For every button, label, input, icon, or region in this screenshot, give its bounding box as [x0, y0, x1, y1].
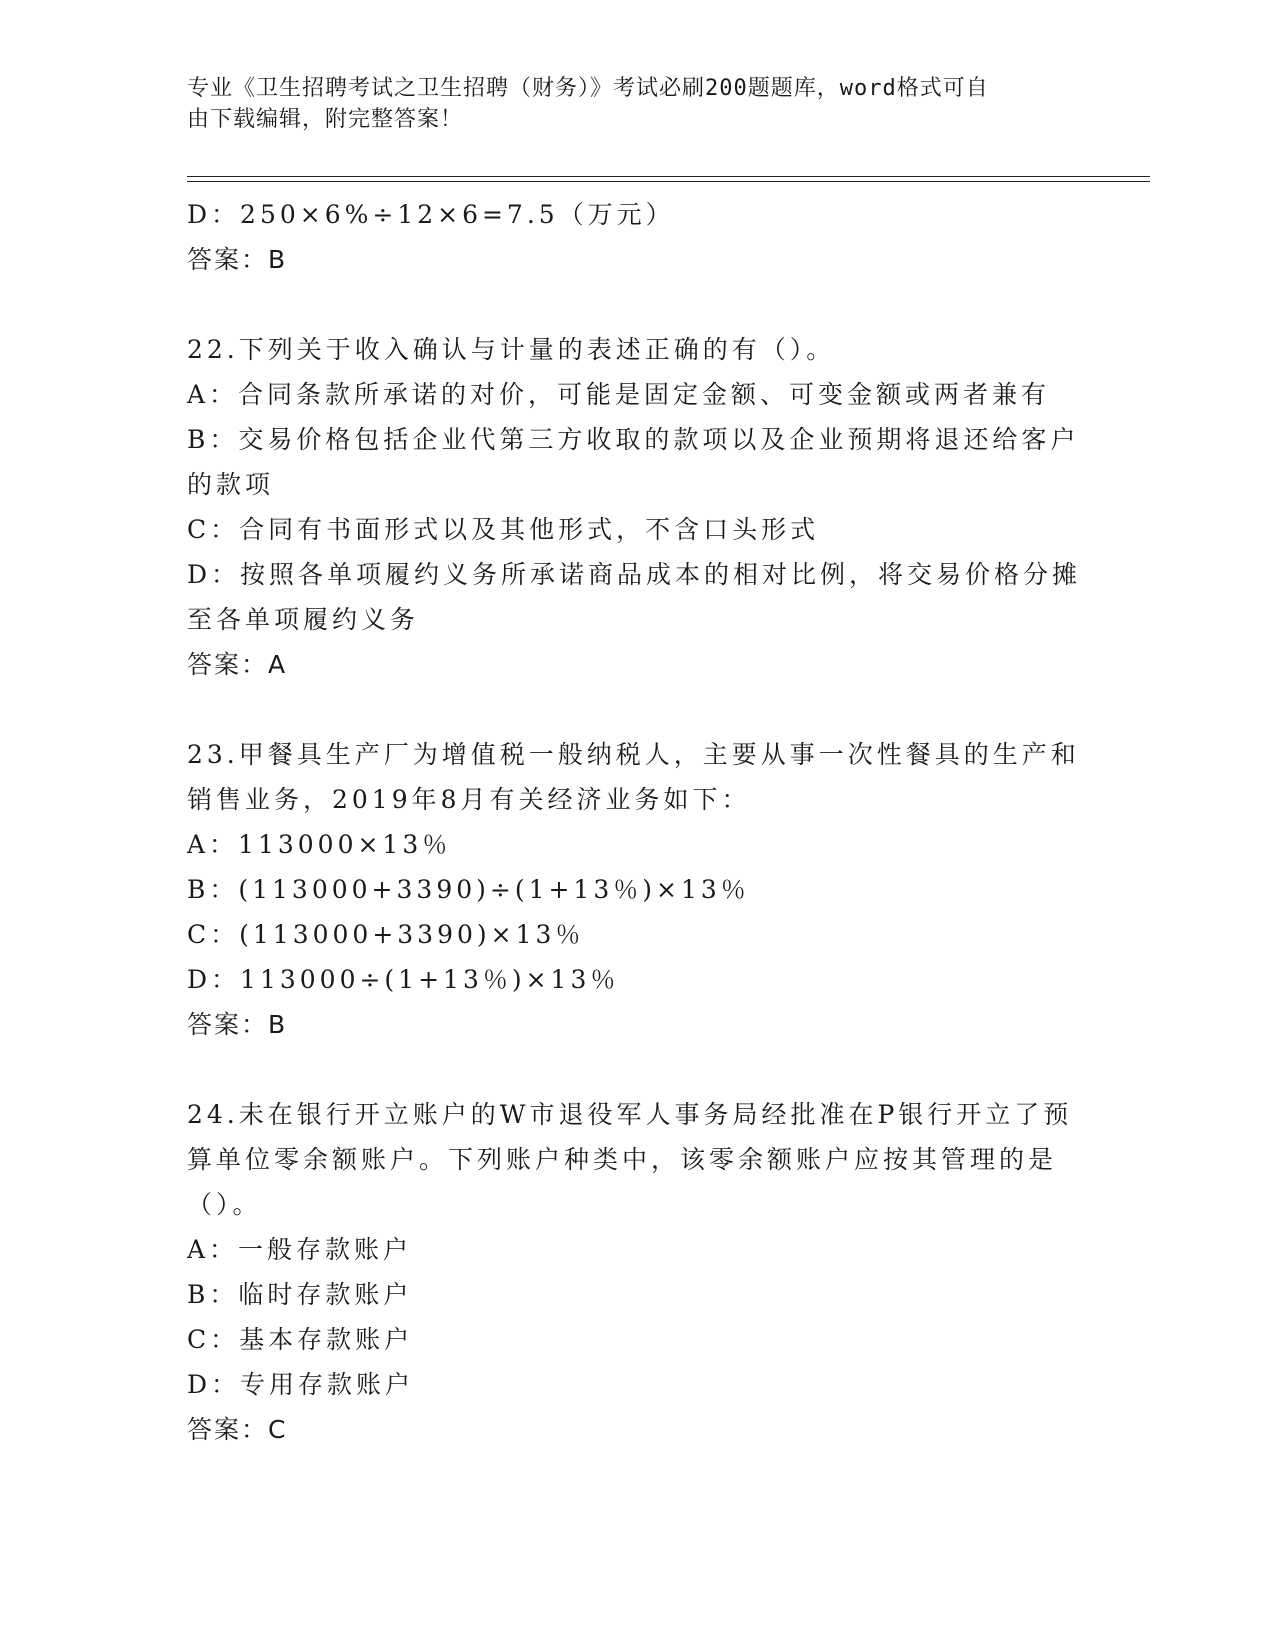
- question-content: [187, 192, 1087, 1452]
- q24-question-line-2: 算单位零余额账户。下列账户种类中，该零余额账户应按其管理的是: [187, 1145, 1058, 1174]
- q22-option-d-line-1: D：按照各单项履约义务所承诺商品成本的相对比例，将交易价格分摊: [187, 560, 1082, 589]
- q22-option-b-line-1: B：交易价格包括企业代第三方收取的款项以及企业预期将退还给客户: [187, 425, 1080, 454]
- q23-question-line-1: 23.甲餐具生产厂为增值税一般纳税人，主要从事一次性餐具的生产和: [187, 740, 1080, 769]
- q24-answer: 答案：C: [187, 1415, 288, 1444]
- q22-option-a: A：合同条款所承诺的对价，可能是固定金额、可变金额或两者兼有: [187, 380, 1051, 409]
- q24-option-d: D：专用存款账户: [187, 1370, 415, 1399]
- spacer: [187, 687, 1087, 732]
- q24-option-a: A：一般存款账户: [187, 1235, 413, 1264]
- header-divider-bottom: [187, 181, 1150, 182]
- q22-option-b-line-2: 的款项: [187, 470, 275, 499]
- q23-option-d: D：113000÷(1+13％)×13％: [187, 965, 620, 994]
- q22-answer: 答案：A: [187, 650, 288, 679]
- q23-question-line-2: 销售业务，2019年8月有关经济业务如下：: [187, 785, 751, 814]
- q21-answer: 答案：B: [187, 245, 288, 274]
- q24-option-b: B：临时存款账户: [187, 1280, 413, 1309]
- q23-option-b: B：(113000+3390)÷(1+13％)×13％: [187, 875, 750, 904]
- header-title-line-2: 由下载编辑，附完整答案！: [187, 107, 464, 132]
- q22-option-d-line-2: 至各单项履约义务: [187, 605, 420, 634]
- q22-question: 22.下列关于收入确认与计量的表述正确的有（）。: [187, 335, 836, 364]
- header-title-line-1: 专业《卫生招聘考试之卫生招聘（财务）》考试必刷200题题库，word格式可自: [187, 76, 989, 101]
- header-divider-top: [187, 176, 1150, 177]
- q24-option-c: C：基本存款账户: [187, 1325, 414, 1354]
- spacer: [187, 1047, 1087, 1092]
- question-23: [187, 732, 1087, 1047]
- q24-question-line-3: （）。: [187, 1190, 262, 1219]
- question-21-fragment: [187, 192, 1087, 282]
- q22-option-c: C：合同有书面形式以及其他形式，不含口头形式: [187, 515, 820, 544]
- q21-option-d: D：250×6%÷12×6=7.5（万元）: [187, 200, 675, 229]
- q23-option-c: C：(113000+3390)×13％: [187, 920, 585, 949]
- q24-question-line-1: 24.未在银行开立账户的W市退役军人事务局经批准在P银行开立了预: [187, 1100, 1073, 1129]
- question-22: [187, 327, 1087, 687]
- q23-answer: 答案：B: [187, 1010, 288, 1039]
- q23-option-a: A：113000×13％: [187, 830, 452, 859]
- question-24: [187, 1092, 1087, 1452]
- page-header: [187, 73, 1067, 135]
- spacer: [187, 282, 1087, 327]
